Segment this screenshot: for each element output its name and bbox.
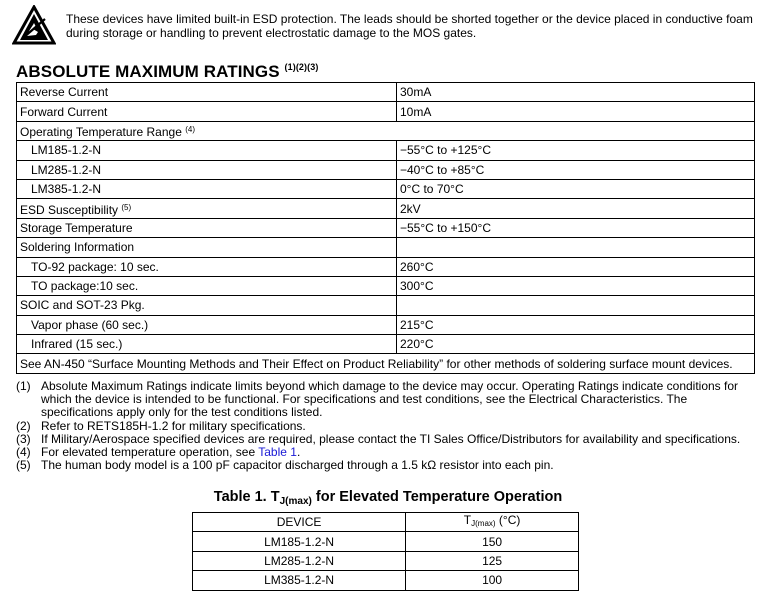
row-label: SOIC and SOT-23 Pkg. [17,296,397,315]
table-header-row [193,513,579,532]
footnotes [16,380,761,472]
note-ref: (5) [121,202,132,212]
row-label: Infrared (15 sec.) [17,335,397,354]
row-label: LM385-1.2-N [17,179,397,198]
abs-max-title-refs: (1)(2)(3) [284,62,319,72]
esd-warning-icon [12,5,56,45]
col-header-temp-sub: J(max) [471,519,496,529]
esd-notice-line-2: during storage or handling to prevent electrostatic damage to the MOS gates. [66,26,477,40]
row-value: 0°C to 70°C [397,179,755,198]
row-value [397,238,755,257]
table-row [17,121,755,140]
row-value: 220°C [397,335,755,354]
group-label-text: Operating Temperature Range [20,124,182,139]
esd-notice-line-1: These devices have limited built-in ESD protection. The leads should be shorted together or the device placed in conductive foam [66,12,753,26]
footnote-text: Refer to RETS185H-1.2 for military specifications. [41,418,306,433]
row-group-label [17,121,755,140]
device-cell: LM185-1.2-N [193,532,406,551]
temp-cell: 125 [406,551,579,570]
footnote-number: (3) [16,431,31,446]
col-header-temp-suffix: (°C) [495,513,521,528]
table-row [193,571,579,590]
row-value: 300°C [397,276,755,295]
table-1-title-sub: J(max) [279,496,312,507]
abs-max-title [16,62,318,82]
row-value [397,296,755,315]
abs-max-title-text: ABSOLUTE MAXIMUM RATINGS [16,62,280,81]
footnote-text: Absolute Maximum Ratings indicate limits beyond which damage to the device may occur. Operating Ratings indicate conditions for which the device is intended to be functional. For specifications and test conditions, see the Electrical Characteristics. The specifications apply only for the test conditions listed. [41,379,739,420]
footnote [16,420,761,433]
abs-max-table [16,82,755,374]
row-value: −40°C to +85°C [397,160,755,179]
row-label: LM185-1.2-N [17,141,397,160]
table-row [193,532,579,551]
row-value: 10mA [397,102,755,121]
footnote-text: If Military/Aerospace specified devices are required, please contact the TI Sales Office/Distributors for availability and specifications. [41,431,741,446]
table-row [17,238,755,257]
temp-cell: 100 [406,571,579,590]
footnote-text-end: . [296,445,301,460]
col-header-temp [406,513,579,532]
footnote-number: (5) [16,458,31,473]
footnote [16,459,761,472]
table-1-title-prefix: Table 1. T [213,489,280,505]
row-value: 30mA [397,83,755,102]
row-value: −55°C to +150°C [397,218,755,237]
table-1-title [0,489,776,507]
device-cell: LM285-1.2-N [193,551,406,570]
row-value: −55°C to +125°C [397,141,755,160]
table-row [17,218,755,237]
table-row [17,199,755,218]
col-header-temp-prefix: T [463,513,472,528]
table-row [17,160,755,179]
table-row [17,354,755,373]
row-label: Reverse Current [17,83,397,102]
table-row [17,179,755,198]
table-1-link[interactable]: Table 1 [258,445,297,460]
temp-cell: 150 [406,532,579,551]
row-label: Soldering Information [17,238,397,257]
footnote-number: (2) [16,418,31,433]
row-label: LM285-1.2-N [17,160,397,179]
table-row [17,141,755,160]
table-row [17,335,755,354]
row-label: Forward Current [17,102,397,121]
footnote-text: For elevated temperature operation, see [41,445,259,460]
table-row [17,83,755,102]
row-label: TO package:10 sec. [17,276,397,295]
table-footer: See AN-450 “Surface Mounting Methods and Their Effect on Product Reliability” for other methods of soldering surface mount devices. [17,354,755,373]
table-row [17,276,755,295]
row-label-text: ESD Susceptibility [20,202,119,217]
device-cell: LM385-1.2-N [193,571,406,590]
table-1-title-suffix: for Elevated Temperature Operation [311,489,563,505]
row-value: 260°C [397,257,755,276]
footnote [16,380,761,420]
col-header-device: DEVICE [193,513,406,532]
table-row [17,296,755,315]
table-row [193,551,579,570]
table-row [17,315,755,334]
footnote-text: The human body model is a 100 pF capacitor discharged through a 1.5 kΩ resistor into each pin. [41,458,554,473]
note-ref: (4) [185,124,196,134]
footnote-number: (4) [16,445,31,460]
row-value: 215°C [397,315,755,334]
row-label: TO-92 package: 10 sec. [17,257,397,276]
row-label: Vapor phase (60 sec.) [17,315,397,334]
row-label: Storage Temperature [17,218,397,237]
esd-notice-text [66,12,766,40]
table-row [17,257,755,276]
row-value: 2kV [397,199,755,218]
table-row [17,102,755,121]
table-1 [192,512,579,591]
row-label [17,199,397,218]
footnote-number: (1) [16,379,31,393]
